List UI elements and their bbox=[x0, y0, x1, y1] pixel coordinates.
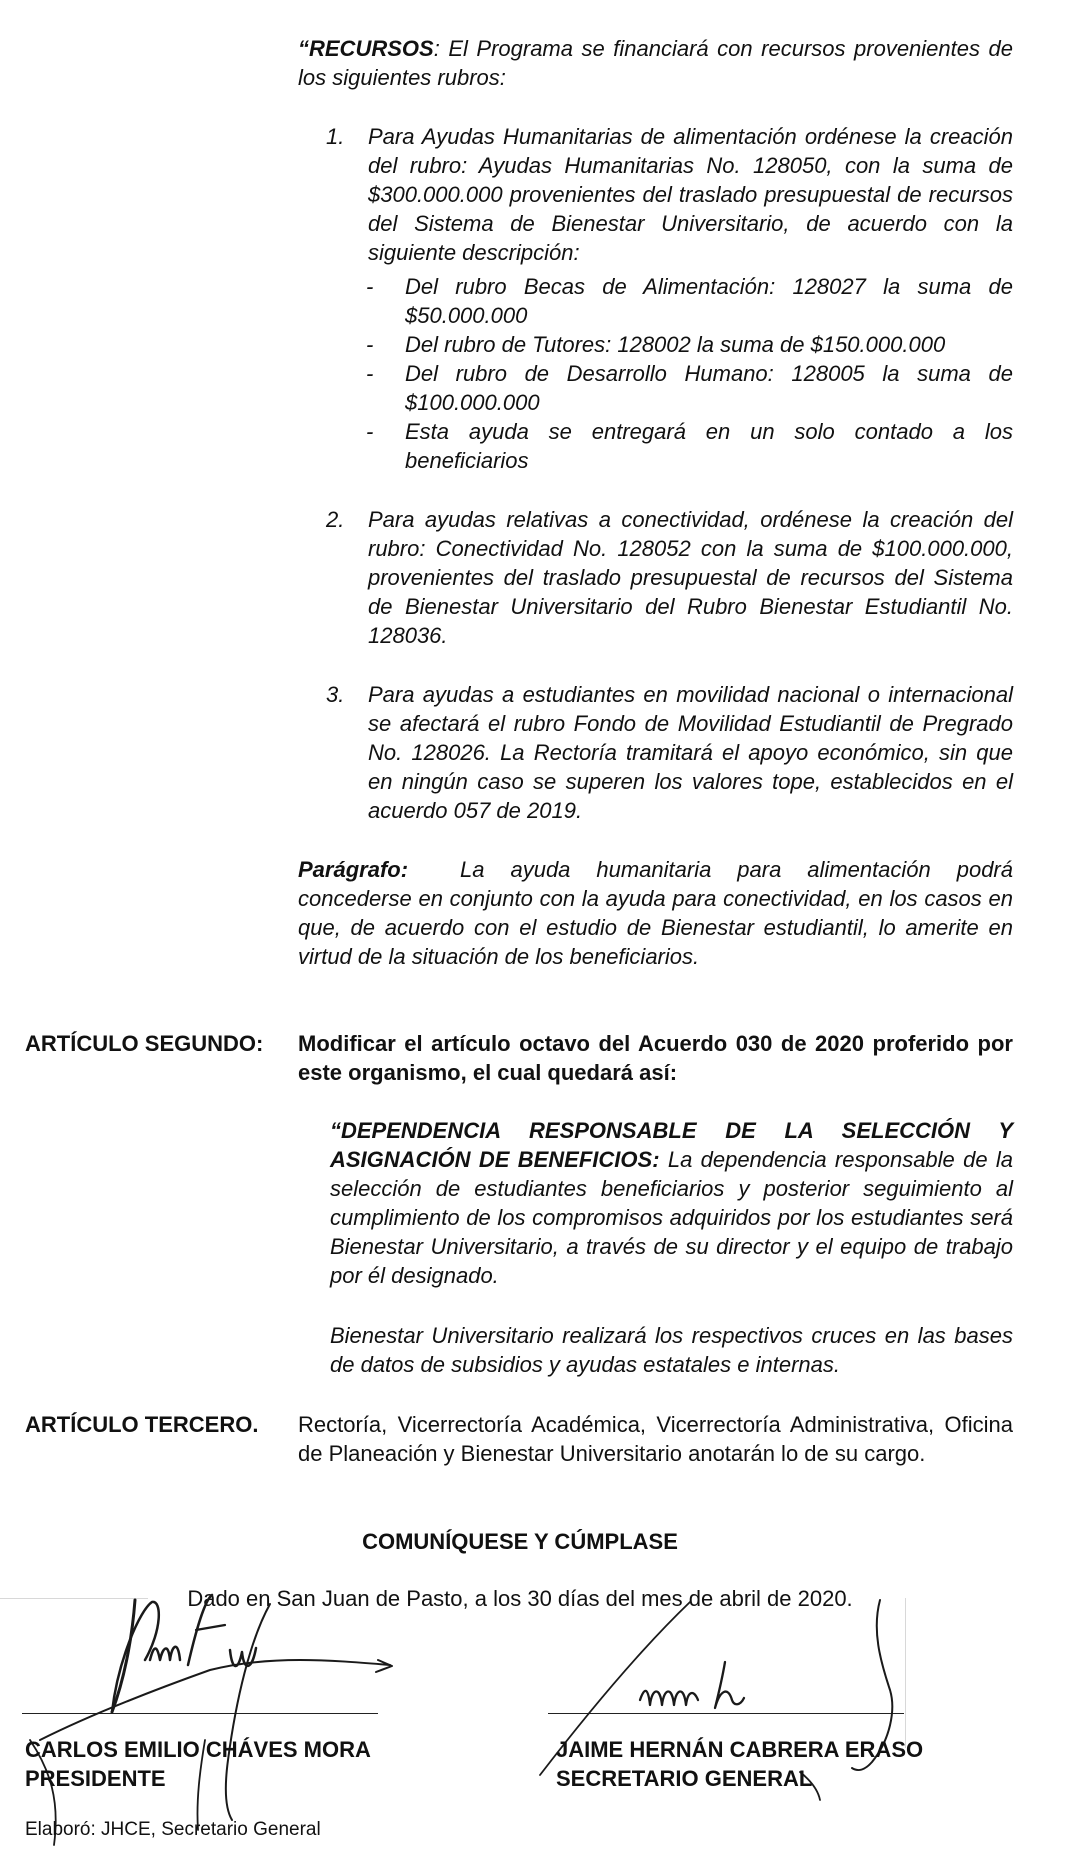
bienestar-paragraph: Bienestar Universitario realizará los respectivos cruces en las bases de datos de subsidios y ayudas estatales e internas. bbox=[330, 1323, 1013, 1377]
signatory-name: CARLOS EMILIO CHÁVES MORA bbox=[25, 1737, 371, 1762]
bullet-text: Del rubro Becas de Alimentación: 128027 la suma de $50.000.000 bbox=[405, 274, 1013, 328]
date-line: Dado en San Juan de Pasto, a los 30 días del mes de abril de 2020. bbox=[187, 1586, 853, 1611]
bullet-dash: - bbox=[366, 332, 374, 357]
articulo-tercero-label: ARTÍCULO TERCERO. bbox=[25, 1412, 259, 1437]
item-text: Para ayudas a estudiantes en movilidad nacional o internacional se afectará el rubro Fondo de Movilidad Estudiantil de Pregrado No. 128026. La Rectoría tramitará el apoyo económico, sin que en ningún caso se superen los valores tope, establecidos en el acuerdo 057 de 2019. bbox=[368, 682, 1013, 823]
bullet-dash: - bbox=[366, 419, 374, 444]
bullet-text: Del rubro de Tutores: 128002 la suma de $150.000.000 bbox=[405, 332, 946, 357]
articulo-segundo-text: Modificar el artículo octavo del Acuerdo 030 de 2020 proferido por este organismo, el cual quedará así: bbox=[298, 1031, 1013, 1085]
bullet-text: Del rubro de Desarrollo Humano: 128005 la suma de $100.000.000 bbox=[405, 361, 1013, 415]
item-text: Para Ayudas Humanitarias de alimentación ordénese la creación del rubro: Ayudas Humanitarias No. 128050, con la suma de $300.000.000 provenientes del traslado presupuestal de recursos del Sistema de Bienestar Universitario, de acuerdo con la siguiente descripción: bbox=[368, 124, 1013, 265]
bullet-dash: - bbox=[366, 361, 374, 386]
closing-title: COMUNÍQUESE Y CÚMPLASE bbox=[362, 1529, 678, 1554]
item-text: Para ayudas relativas a conectividad, ordénese la creación del rubro: Conectividad No. 128052 con la suma de $100.000.000, provenientes del traslado presupuestal de recursos del Sistema de Bienestar Universitario del Rubro Bienestar Estudiantil No. 128036. bbox=[368, 507, 1013, 648]
signatory-role: SECRETARIO GENERAL bbox=[556, 1766, 813, 1791]
articulo-tercero-text: Rectoría, Vicerrectoría Académica, Vicerrectoría Administrativa, Oficina de Planeación y Bienestar Universitario anotarán lo de su cargo. bbox=[298, 1412, 1013, 1466]
bullet-text: Esta ayuda se entregará en un solo contado a los beneficiarios bbox=[405, 419, 1013, 473]
paragrafo-label: Parágrafo: bbox=[298, 857, 409, 882]
item-number: 2. bbox=[326, 507, 345, 532]
paragrafo-text: La ayuda humanitaria para alimentación podrá concederse en conjunto con la ayuda para conectividad, en los casos en que, de acuerdo con el estudio de Bienestar estudiantil, lo amerite en virtud de la situación de los beneficiarios. bbox=[298, 857, 1013, 969]
dependencia-label: “DEPENDENCIA RESPONSABLE DE LA SELECCIÓN Y ASIGNACIÓN DE BENEFICIOS: bbox=[330, 1118, 1013, 1172]
footer-elaboro: Elaboró: JHCE, Secretario General bbox=[25, 1819, 321, 1840]
recursos-text: : El Programa se financiará con recursos provenientes de los siguientes rubros: bbox=[298, 36, 1013, 90]
item-number: 3. bbox=[326, 682, 345, 707]
signatory-name: JAIME HERNÁN CABRERA ERASO bbox=[556, 1737, 924, 1762]
recursos-label: “RECURSOS bbox=[298, 36, 434, 61]
signatory-role: PRESIDENTE bbox=[25, 1766, 166, 1791]
bullet-dash: - bbox=[366, 274, 374, 299]
articulo-segundo-label: ARTÍCULO SEGUNDO: bbox=[25, 1031, 264, 1056]
item-number: 1. bbox=[326, 124, 345, 149]
dependencia-text: La dependencia responsable de la selección de estudiantes beneficiarios y posterior seguimiento al cumplimiento de los compromisos adquiridos por los estudiantes será Bienestar Universitario, a través de su director y el equipo de trabajo por él designado. bbox=[330, 1147, 1013, 1288]
